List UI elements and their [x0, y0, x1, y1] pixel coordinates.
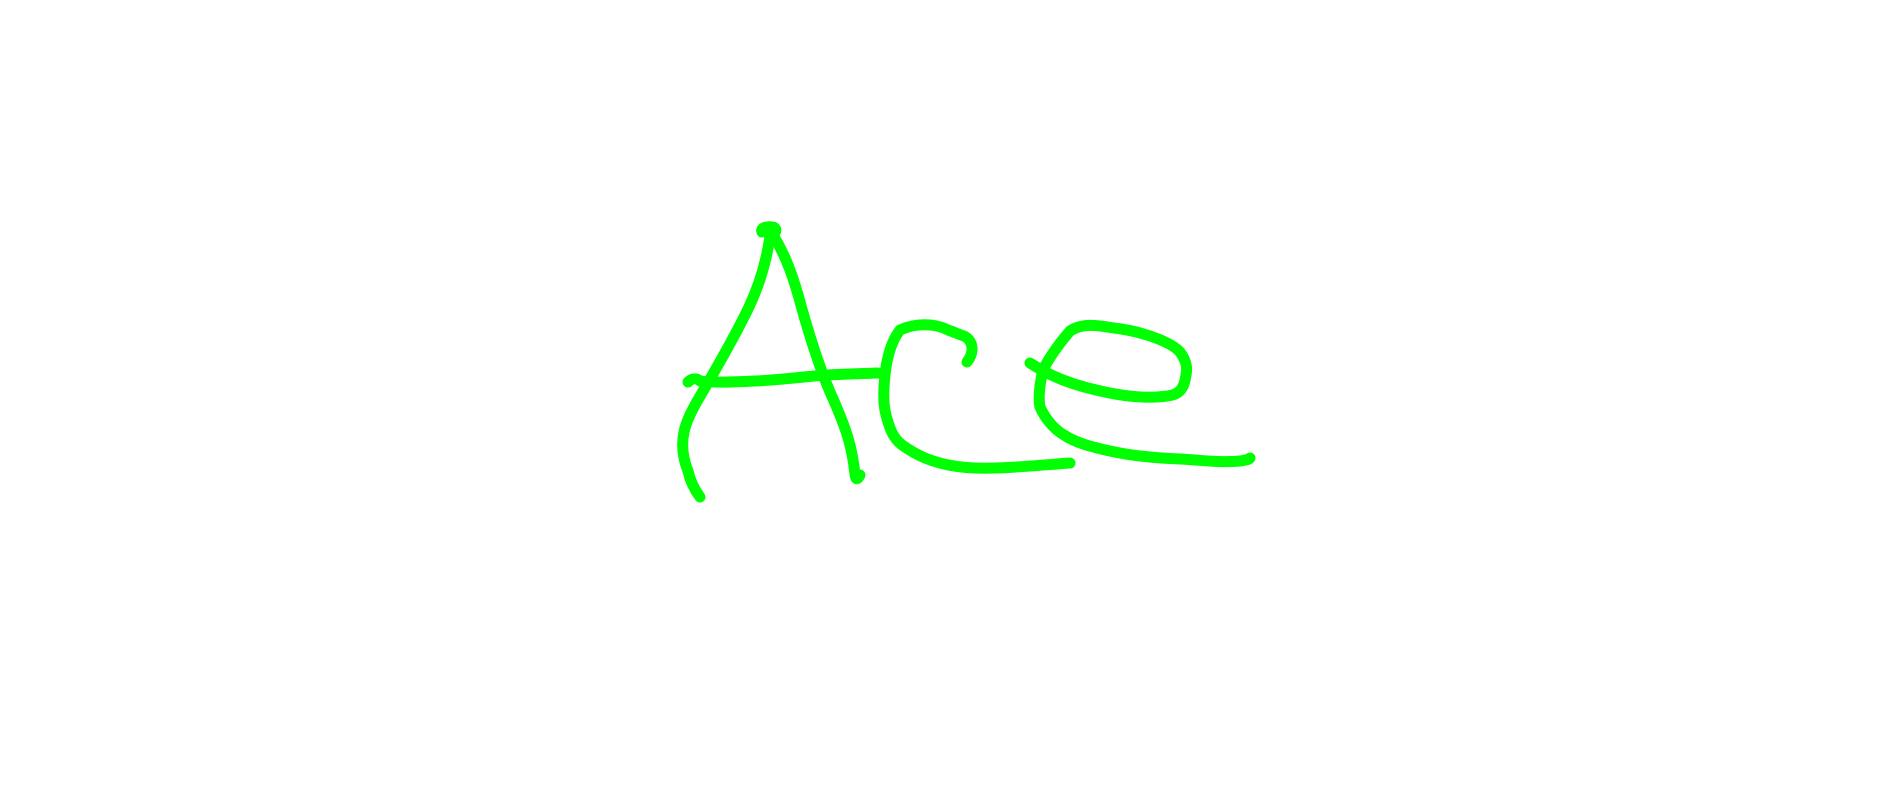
letter-e-stroke [1030, 325, 1250, 461]
letter-a-right-stroke [771, 232, 860, 479]
letter-a-left-stroke [683, 227, 771, 497]
ink-strokes [683, 227, 1250, 497]
